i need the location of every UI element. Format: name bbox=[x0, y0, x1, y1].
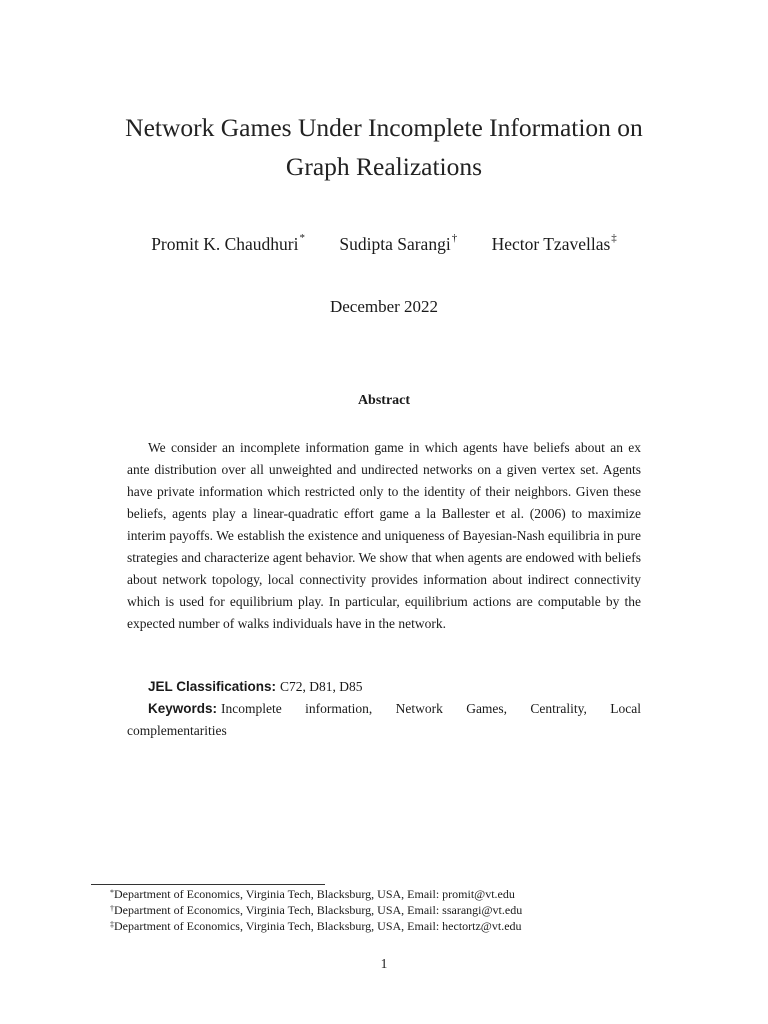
jel-label: JEL Classifications: bbox=[148, 679, 277, 694]
footnote-3-text: Department of Economics, Virginia Tech, Blacksburg, USA, Email: hectortz@vt.edu bbox=[114, 919, 522, 933]
paper-title-line-2: Graph Realizations bbox=[285, 152, 483, 181]
page-number: 1 bbox=[380, 956, 388, 971]
author-3-mark: ‡ bbox=[611, 232, 617, 244]
author-2 bbox=[339, 234, 457, 255]
paper-title bbox=[60, 108, 708, 186]
author-2-mark: † bbox=[451, 232, 458, 244]
footnotes bbox=[110, 886, 670, 934]
paper-title-line-1: Network Games Under Incomplete Information on bbox=[125, 113, 643, 142]
author-1-name: Promit K. Chaudhuri bbox=[151, 234, 299, 254]
footnote-2 bbox=[110, 902, 670, 918]
footnote-1-mark: * bbox=[110, 888, 114, 897]
footnote-3-mark: ‡ bbox=[110, 920, 114, 929]
author-3-name: Hector Tzavellas bbox=[491, 234, 611, 254]
footnote-divider bbox=[91, 884, 325, 885]
footnote-2-mark: † bbox=[110, 904, 114, 913]
author-3 bbox=[492, 234, 617, 255]
paper-date: December 2022 bbox=[329, 297, 439, 316]
keywords-value: Incomplete information, Network Games, Centrality, Local complementarities bbox=[127, 701, 641, 738]
author-2-name: Sudipta Sarangi bbox=[339, 234, 451, 254]
footnote-1-text: Department of Economics, Virginia Tech, Blacksburg, USA, Email: promit@vt.edu bbox=[114, 887, 515, 901]
footnote-1 bbox=[110, 886, 670, 902]
abstract-heading: Abstract bbox=[357, 393, 411, 408]
abstract-body: We consider an incomplete information game in which agents have beliefs about an ex ante distribution over all unweighted and undirected networks on a given vertex set. Agents have private information which restricted only to the identity of their neighbors. Given these beliefs, agents play a linear-quadratic effort game a la Ballester et al. (2006) to maximize interim payoffs. We establish the existence and uniqueness of Bayesian-Nash equilibria in pure strategies and characterize agent behavior. We show that when agents are endowed with beliefs about network topology, local connectivity provides information about indirect connectivity which is used for equilibrium play. In particular, equilibrium actions are computable by the expected number of walks individuals have in the network. bbox=[127, 440, 641, 631]
author-1-mark: * bbox=[299, 232, 305, 244]
keywords bbox=[127, 698, 641, 742]
jel-value: C72, D81, D85 bbox=[280, 679, 363, 694]
author-1 bbox=[151, 234, 305, 255]
author-list bbox=[0, 234, 768, 255]
keywords-label: Keywords: bbox=[148, 701, 218, 716]
footnote-3 bbox=[110, 918, 670, 934]
footnote-2-text: Department of Economics, Virginia Tech, Blacksburg, USA, Email: ssarangi@vt.edu bbox=[114, 903, 523, 917]
jel-classifications bbox=[127, 676, 641, 698]
